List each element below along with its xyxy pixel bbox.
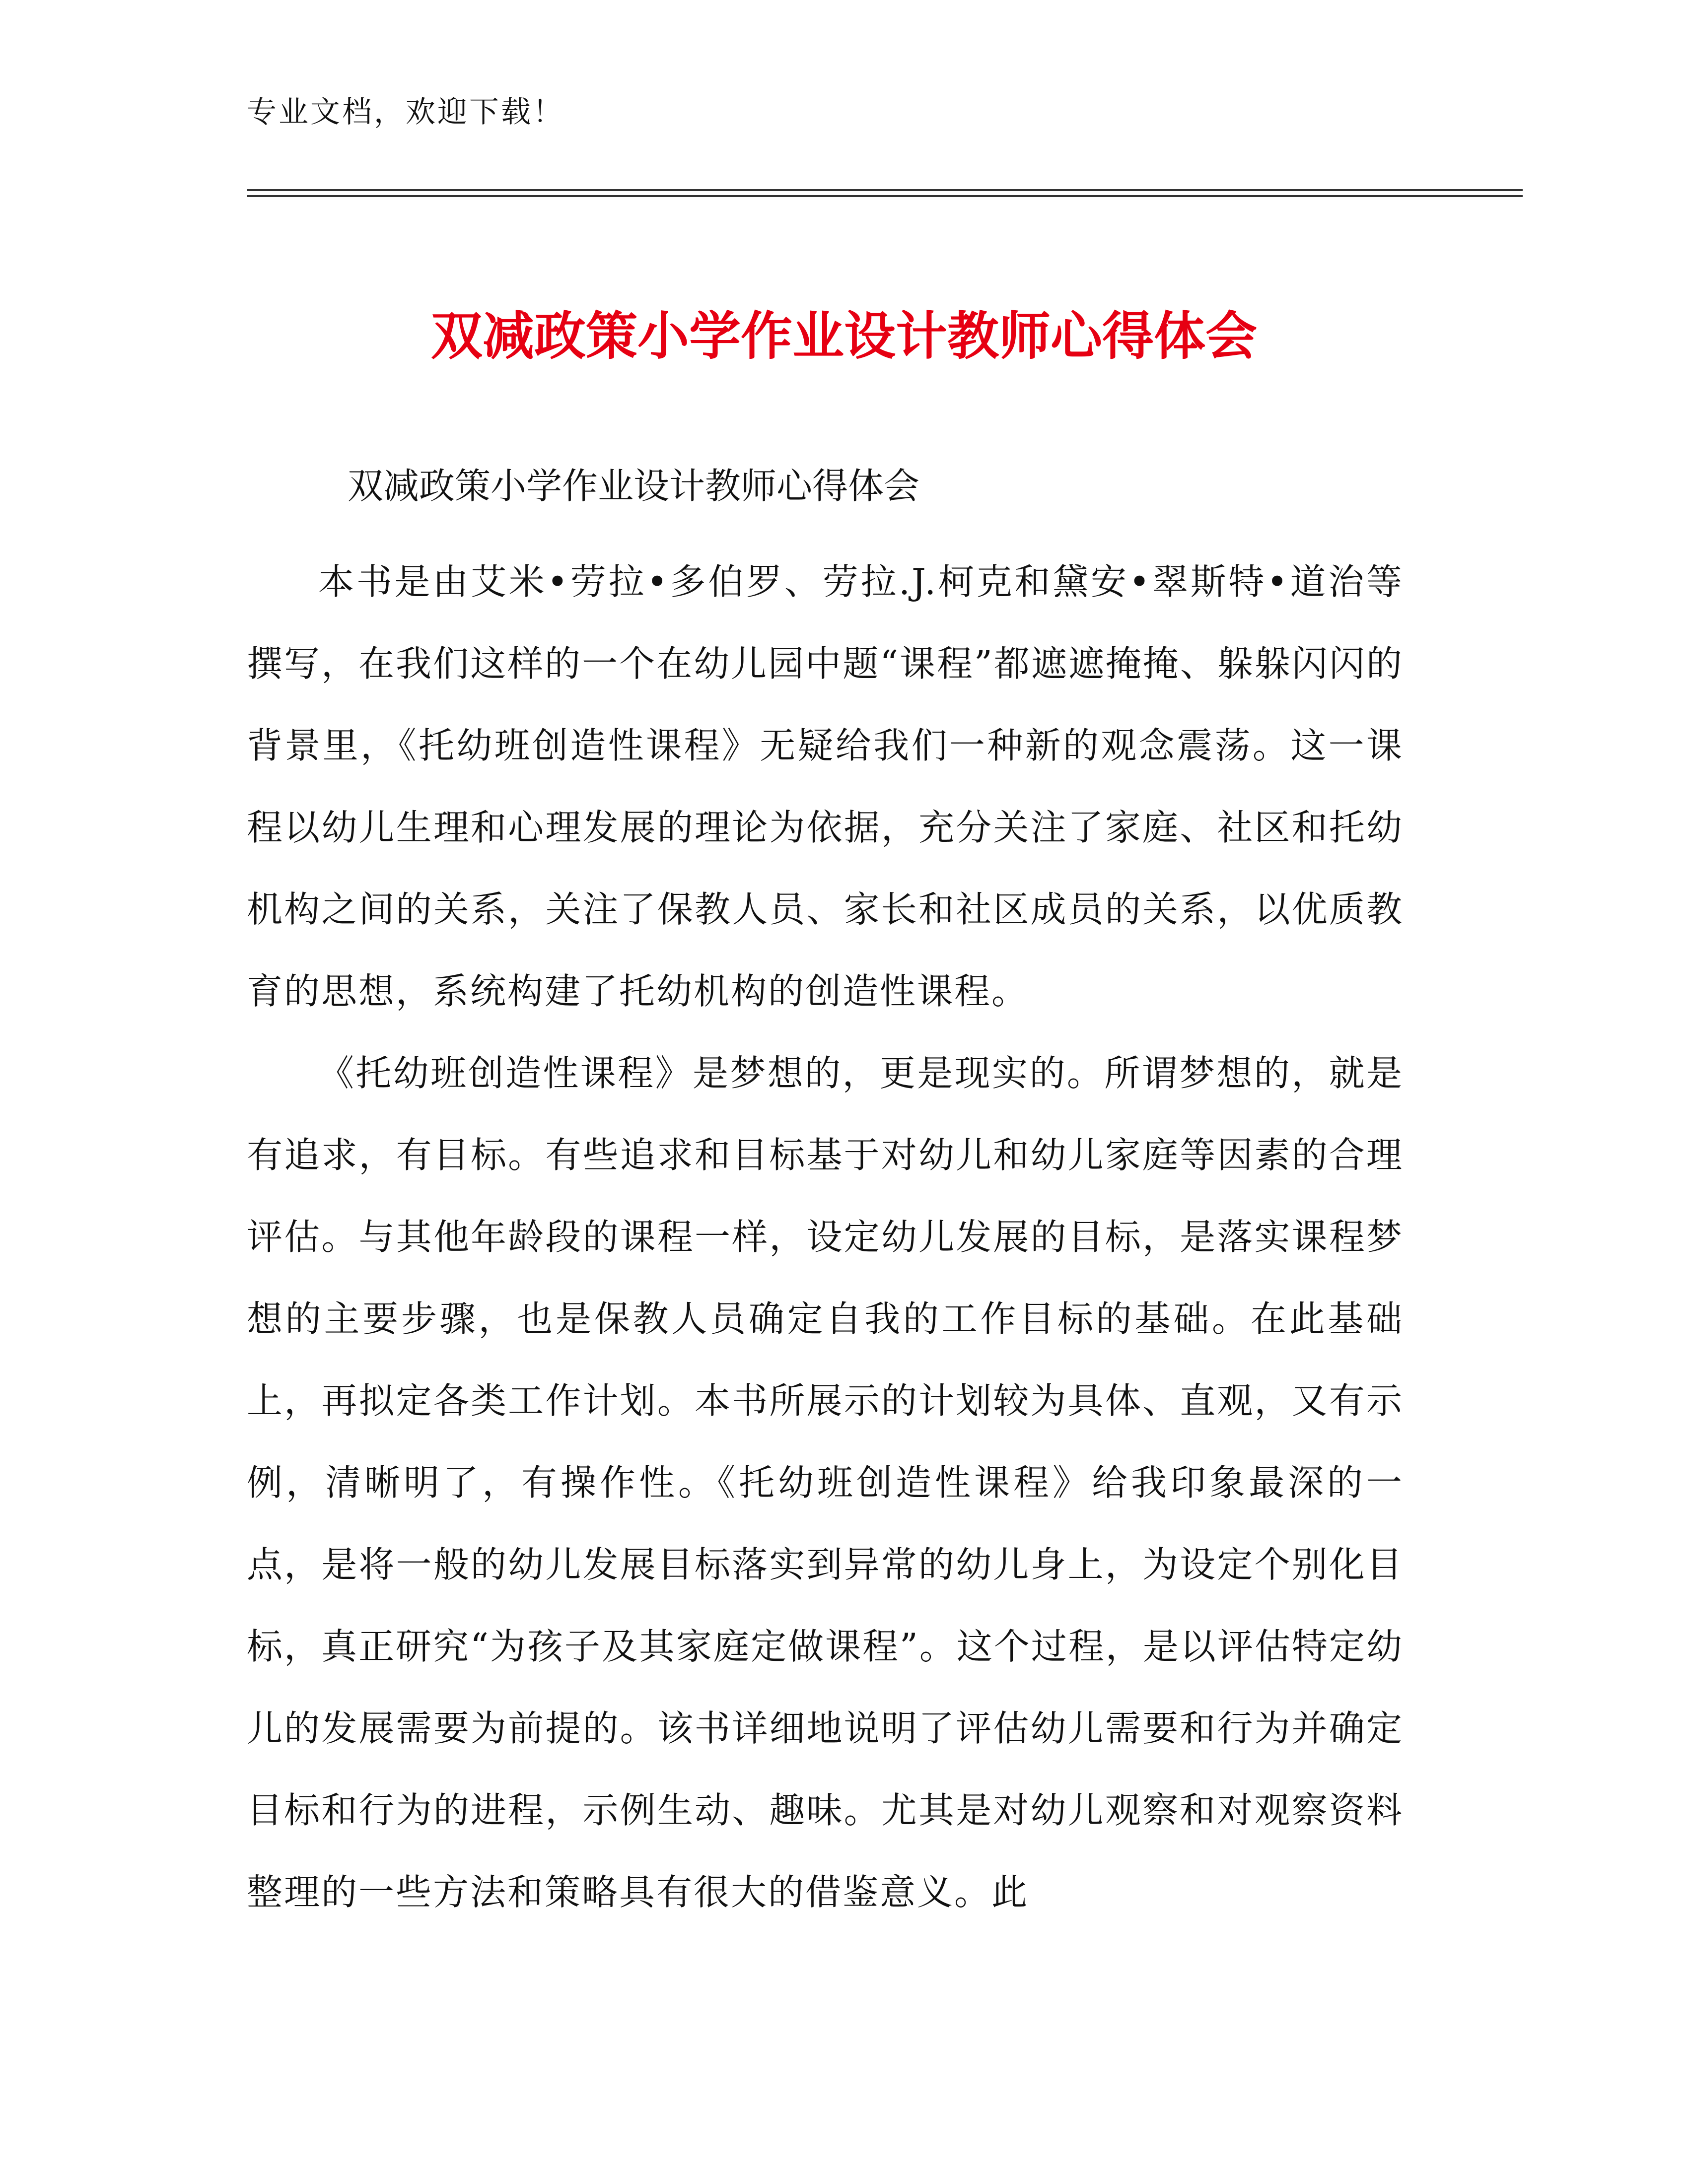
- document-title: 双减政策小学作业设计教师心得体会: [430, 306, 1257, 366]
- header-divider-line-top: [247, 189, 1523, 191]
- document-subtitle: 双减政策小学作业设计教师心得体会: [348, 465, 920, 507]
- header-divider: [247, 189, 1523, 198]
- body-paragraph-2: 《托幼班创造性课程》是梦想的，更是现实的。所谓梦想的，就是有追求，有目标。有些追求和目标基于对幼儿和幼儿家庭等因素的合理评估。与其他年龄段的课程一样，设定幼儿发展的目标，是落实课程梦想的主要步骤，也是保教人员确定自我的工作目标的基础。在此基础上，再拟定各类工作计划。本书所展示的计划较为具体、直观，又有示例，清晰明了，有操作性。《托幼班创造性课程》给我印象最深的一点，是将一般的幼儿发展目标落实到异常的幼儿身上，为设定个别化目标，真正研究“为孩子及其家庭定做课程”。这个过程，是以评估特定幼儿的发展需要为前提的。该书详细地说明了评估幼儿需要和行为并确定目标和行为的进程，示例生动、趣味。尤其是对幼儿观察和对观察资料整理的一些方法和策略具有很大的借鉴意义。此: [247, 1052, 1404, 1913]
- header-note: 专业文档，欢迎下载！: [247, 95, 564, 130]
- header-divider-line-bottom: [247, 195, 1523, 197]
- body-paragraph-1: 本书是由艾米•劳拉•多伯罗、劳拉.J.柯克和黛安•翠斯特•道治等撰写，在我们这样的一个在幼儿园中题“课程”都遮遮掩掩、躲躲闪闪的背景里，《托幼班创造性课程》无疑给我们一种新的观念震荡。这一课程以幼儿生理和心理发展的理论为依据，充分关注了家庭、社区和托幼机构之间的关系，关注了保教人员、家长和社区成员的关系，以优质教育的思想，系统构建了托幼机构的创造性课程。: [247, 561, 1404, 1012]
- document-body: [247, 541, 1404, 1933]
